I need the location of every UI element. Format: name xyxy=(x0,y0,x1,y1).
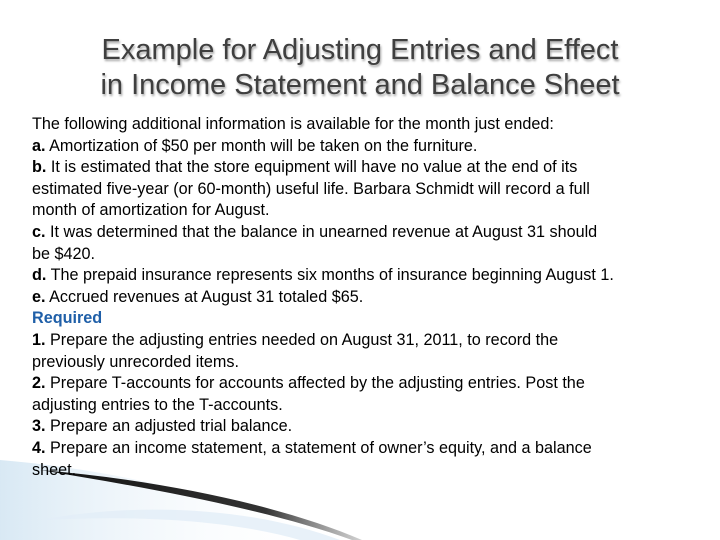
item-d-label: d. xyxy=(32,266,47,285)
requirement-1 xyxy=(32,330,702,352)
item-c-text-2: be $420. xyxy=(32,244,96,263)
title-line-2: in Income Statement and Balance Sheet xyxy=(100,69,620,101)
requirement-4 xyxy=(32,438,702,460)
requirement-3 xyxy=(32,416,702,438)
requirement-4-label: 4. xyxy=(32,438,46,457)
item-e xyxy=(32,287,702,309)
item-b-text-3: month of amortization for August. xyxy=(32,201,270,220)
item-a-label: a. xyxy=(32,136,46,155)
requirement-2 xyxy=(32,373,702,395)
intro-text: The following additional information is available for the month just ended: xyxy=(32,115,554,133)
item-e-text: Accrued revenues at August 31 totaled $65. xyxy=(45,287,364,306)
item-b-text-2: estimated five-year (or 60-month) useful life. Barbara Schmidt will record a full xyxy=(32,179,590,198)
item-e-label: e. xyxy=(32,287,46,306)
requirement-3-text: Prepare an adjusted trial balance. xyxy=(45,417,293,436)
requirement-1-text-2: previously unrecorded items. xyxy=(32,352,239,371)
requirement-2-text-2: adjusting entries to the T-accounts. xyxy=(32,395,283,414)
requirement-4-text-1: Prepare an income statement, a statement of owner’s equity, and a balance xyxy=(45,438,592,457)
slide-title xyxy=(0,33,720,103)
item-c-label: c. xyxy=(32,222,46,241)
item-a xyxy=(32,136,702,158)
slide-body xyxy=(32,114,702,481)
item-c xyxy=(32,222,702,244)
requirement-2-label: 2. xyxy=(32,374,46,393)
requirement-1-text-1: Prepare the adjusting entries needed on August 31, 2011, to record the xyxy=(45,330,559,349)
requirement-2-text-1: Prepare T-accounts for accounts affected by the adjusting entries. Post the xyxy=(45,374,585,393)
item-d-text: The prepaid insurance represents six months of insurance beginning August 1. xyxy=(46,266,614,285)
requirement-4-text-2: sheet. xyxy=(32,460,77,479)
requirement-3-label: 3. xyxy=(32,417,46,436)
item-b-label: b. xyxy=(32,158,47,177)
requirement-1-label: 1. xyxy=(32,330,46,349)
item-b xyxy=(32,157,702,179)
title-line-1: Example for Adjusting Entries and Effect xyxy=(101,34,619,66)
item-b-text-1: It is estimated that the store equipment will have no value at the end of its xyxy=(46,158,578,177)
item-a-text: Amortization of $50 per month will be taken on the furniture. xyxy=(45,136,478,155)
item-d xyxy=(32,265,702,287)
required-heading: Required xyxy=(32,309,103,328)
item-c-text-1: It was determined that the balance in unearned revenue at August 31 should xyxy=(45,222,598,241)
